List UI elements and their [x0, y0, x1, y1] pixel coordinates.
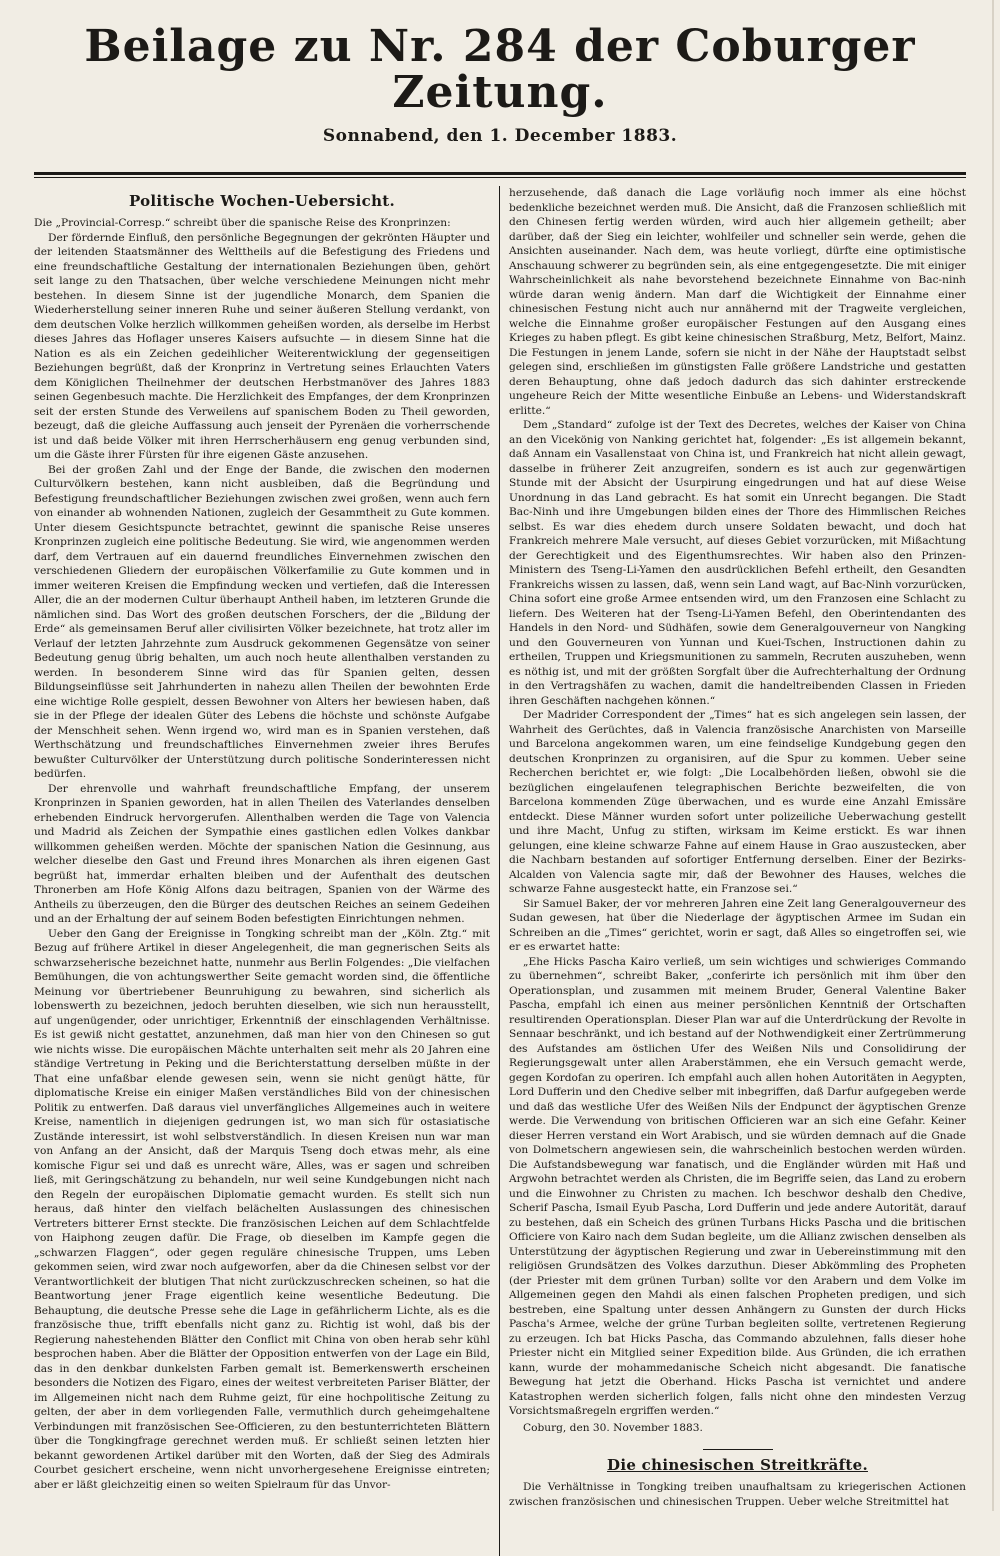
article-paragraph: Sir Samuel Baker, der vor mehreren Jahren eine Zeit lang Generalgouverneur des Sudan gewesen, hat über die Niederlage der ägyptischen Armee im Sudan ein Schreiben an die „Times“ gerichtet, worin er sagt, daß Alles so eingetroffen sei, wie er es erwartet hatte: — [509, 897, 966, 954]
section-divider — [703, 1449, 773, 1450]
section-heading-political-weekly: Politische Wochen-Uebersicht. — [128, 192, 396, 211]
masthead: Beilage zu Nr. 284 der Coburger Zeitung. — [84, 21, 916, 119]
article-paragraph: Die „Provincial-Corresp.“ schreibt über die spanische Reise des Kronprinzen: — [34, 217, 451, 230]
article-paragraph: Dem „Standard“ zufolge ist der Text des Decretes, welches der Kaiser von China an den Vicekönig von Nanking gerichtet hat, folgender: „Es ist allgemein bekannt, daß Annam ein Vasallenstaat von China ist, und Frankreich hat nicht allein gewagt, dasselbe in früherer Zeit anzugreifen, sondern es ist auch zur gegenwärtigen Stunde mit der Absicht der Usurpirung eingedrungen und hat auf diese Weise Unordnung in das Land gebracht. Es hat somit ein Unrecht begangen. Die Stadt Bac-Ninh und ihre Umgebungen bilden eines der Thore des Himmlischen Reiches selbst. Es war dies ehedem durch unsere Soldaten bewacht, und doch hat Frankreich mehrere Male versucht, auf dieses Gebiet vorzurücken, mit Mißachtung der Gerechtigkeit und des Eigenthumsrechtes. Wir haben also den Prinzen-Ministern des Tseng-Li-Yamen den ausdrücklichen Befehl ertheilt, den Gesandten Frankreichs wissen zu lassen, daß, wenn sein Land wagt, auf Bac-Ninh vorzurücken, China sofort eine große Armee entsenden wird, um den Franzosen eine Schlacht zu liefern. Des Weiteren hat der Tseng-Li-Yamen Befehl, den Oberintendanten des Handels in den Nord- und Südhäfen, sowie dem Generalgouverneur von Nangking und den Gouverneuren von Yunnan und Kuei-Tschen, Instructionen dahin zu ertheilen, Truppen und Kriegsmunitionen zu sammeln, Recruten auszuheben, wenn es nöthig ist, und mit der größten Sorgfalt über die Aufrechterhaltung der Ordnung in den Vertragshäfen zu wachen, damit die handeltreibenden Classen in Frieden ihren Geschäften nachgehen können.“ — [509, 419, 966, 707]
dateline: Sonnabend, den 1. December 1883. — [322, 126, 678, 147]
article-paragraph: „Ehe Hicks Pascha Kairo verließ, um sein wichtiges und schwieriges Commando zu übernehmen“, schreibt Baker, „conferirte ich persönlich mit ihm über den Operationsplan, und zusammen mit meinem Bruder, General Valentine Baker Pascha, empfahl ich einen aus meiner persönlichen Kenntniß der Ortschaften resultirenden Operationsplan. Dieser Plan war auf die Unterdrückung der Revolte in Sennaar beschränkt, und ich bestand auf der Nothwendigkeit einer Zertrümmerung des Aufstandes am östlichen Ufer des Weißen Nils und Consolidirung der Regierungsgewalt unter allen Araberstämmen, ehe ein Versuch gemacht werde, gegen Kordofan zu operiren. Ich empfahl auch allen hohen Autoritäten in Aegypten, Lord Dufferin und den Chedive selber mit inbegriffen, daß Darfur aufgegeben werde und daß das westliche Ufer des Weißen Nils der Endpunct der ägyptischen Grenze werde. Die Verwendung von britischen Officieren war an sich eine Gefahr. Keiner dieser Herren verstand ein Wort Arabisch, und sie würden demnach auf die Gnade von Dolmetschern angewiesen sein, die wahrscheinlich bestochen werden würden. Die Aufstandsbewegung war fanatisch, und die Engländer würden mit Haß und Argwohn betrachtet werden als Christen, die im Begriffe seien, das Land zu erobern und die Einwohner zu Christen zu machen. Ich beschwor deshalb den Chedive, Scherif Pascha, Ismail Eyub Pascha, Lord Dufferin und jede andere Autorität, darauf zu bestehen, daß ein Scheich des grünen Turbans Hicks Pascha und die britischen Officiere von Kairo nach dem Sudan begleite, um die Allianz zwischen denselben als Unterstützung der ägyptischen Regierung und zwar in Uebereinstimmung mit den religiösen Grundsätzen des Volkes darzuthun. Dieser Abkömmling des Propheten (der Priester mit dem grünen Turban) sollte vor den Arabern und dem Volke im Allgemeinen gegen den Mahdi als einen falschen Propheten predigen, und sich bestreben, eine Spaltung unter dessen Anhängern zu Gunsten der durch Hicks Pascha's Armee, welche der grüne Turban begleiten sollte, vertretenen Regierung zu erzeugen. Ich bat Hicks Pascha, das Commando abzulehnen, falls dieser hohe Priester nicht ein Mitglied seiner Expedition bilde. Aus Gründen, die ich errathen kann, wurde der mohammedanische Scheich nicht abgesandt. Die fanatische Bewegung hat jetzt die Oberhand. Hicks Pascha ist vernichtet und andere Katastrophen werden sicherlich folgen, falls nicht ohne den mindesten Verzug Vorsichtsmaßregeln ergriffen werden.“ — [509, 955, 966, 1418]
page-edge — [992, 0, 994, 1511]
left-column — [34, 186, 500, 1556]
columns — [34, 186, 966, 1556]
right-column — [500, 186, 966, 1556]
article-paragraph: Der Madrider Correspondent der „Times“ hat es sich angelegen sein lassen, der Wahrheit des Gerüchtes, daß in Valencia französische Anarchisten von Marseille und Barcelona angekommen waren, um eine feindselige Kundgebung gegen den deutschen Kronprinzen zu organisiren, auf die Spur zu kommen. Ueber seine Recherchen berichtet er, wie folgt: „Die Localbehörden ließen, obwohl sie die bezüglichen eingelaufenen telegraphischen Berichte bezweifelten, die von Barcelona kommenden Züge überwachen, und es wurde eine Anzahl Emissäre entdeckt. Diese Männer wurden sofort unter polizeiliche Ueberwachung gestellt und ihre Macht, Unfug zu stiften, wirksam im Keime erstickt. Es war ihnen gelungen, eine kleine schwarze Fahne auf einem Hause in Grao auszustecken, aber die Nachbarn bestanden auf sofortiger Entfernung derselben. Einer der Bezirks-Alcalden von Valencia sagte mir, daß der Bewohner des Hauses, welches die schwarze Fahne ausgesteckt hatte, ein Franzose sei.“ — [509, 709, 966, 896]
article-paragraph: herzusehende, daß danach die Lage vorläufig noch immer als eine höchst bedenkliche bezeichnet werden muß. Die Ansicht, daß die Franzosen schließlich mit den Chinesen fertig werden würden, wird auch hier allgemein getheilt; aber darüber, daß der Sieg ein leichter, wohlfeiler und schneller sein werde, gehen die Ansichten auseinander. Nach dem, was heute vorliegt, dürfte eine optimistische Anschauung schwerer zu begründen sein, als eine entgegengesetzte. Die mit einiger Wahrscheinlichkeit als nahe bevorstehend bezeichnete Einnahme von Bac-ninh würde daran wenig ändern. Man darf die Wichtigkeit der Einnahme einer chinesischen Festung nicht auch nur annähernd mit der Tragweite vergleichen, welche die Einnahme großer europäischer Festungen auf den Ausgang eines Krieges zu haben pflegt. Es gibt keine chinesischen Straßburg, Metz, Belfort, Mainz. Die Festungen in jenem Lande, sofern sie nicht in der Nähe der Hauptstadt selbst gelegen sind, erschließen im günstigsten Falle größere Landstriche und gestatten deren Behauptung, ohne daß jedoch dadurch das sich dahinter erstreckende ungeheure Reich der Mitte wesentliche Einbuße an Lebens- und Widerstandskraft erlitte.“ — [509, 187, 966, 417]
section-heading-chinese-forces: Die chinesischen Streitkräfte. — [607, 1456, 868, 1475]
article-paragraph: Die Verhältnisse in Tongking treiben unaufhaltsam zu kriegerischen Actionen zwischen französischen und chinesischen Truppen. Ueber welche Streitmittel hat — [509, 1481, 966, 1508]
header-rule-thick — [34, 172, 966, 175]
article-paragraph: Der ehrenvolle und wahrhaft freundschaftliche Empfang, der unserem Kronprinzen in Spanien geworden, hat in allen Theilen des Vaterlandes denselben erhebenden Eindruck hervorgerufen. Allenthalben werden die Tage von Valencia und Madrid als Zeichen der Sympathie eines gastlichen edlen Volkes dankbar willkommen geheißen werden. Möchte der spanischen Nation die Gesinnung, aus welcher dieselbe den Gast und Freund ihres Monarchen als ihren eigenen Gast begrüßt hat, immerdar erhalten bleiben und der Aufenthalt des deutschen Thronerben am Hofe König Alfons dazu beitragen, Spanien von der Wärme des Antheils zu überzeugen, den die Bürger des deutschen Reiches an seinem Gedeihen und an der Erhaltung der auf seinem Boden befestigten Einrichtungen nehmen. — [34, 782, 490, 926]
article-paragraph: Der fördernde Einfluß, den persönliche Begegnungen der gekrönten Häupter und der leitenden Staatsmänner des Welttheils auf die Befestigung des Friedens und eine freundschaftliche Gestaltung der internationalen Beziehungen üben, gehört seit lange zu den Thatsachen, über welche verschiedene Meinungen nicht mehr bestehen. In diesem Sinne ist der jugendliche Monarch, dem Spanien die Wiederherstellung seiner inneren Ruhe und seiner äußeren Stellung verdankt, von dem deutschen Volke herzlich willkommen geheißen worden, als derselbe im Herbst dieses Jahres das Hoflager unseres Kaisers aufsuchte — in diesem Sinne hat die Nation es als ein Zeichen gedeihlicher Weiterentwicklung der gegenseitigen Beziehungen begrüßt, daß der Kronprinz in Vertretung seines Erlauchten Vaters dem Königlichen Theilnehmer der deutschen Herbstmanöver des Jahres 1883 seinen Gegenbesuch machte. Die Herzlichkeit des Empfanges, der dem Kronprinzen seit der ersten Stunde des Verweilens auf spanischem Boden zu Theil geworden, bezeugt, daß die gleiche Auffassung auch jenseit der Pyrenäen die vorherrschende ist und daß beide Völker mit ihren Herrscherhäusern eng genug verbunden sind, um die Gäste ihrer Fürsten für ihre eigenen Gäste anzusehen. — [34, 231, 490, 462]
article-paragraph: Ueber den Gang der Ereignisse in Tongking schreibt man der „Köln. Ztg.“ mit Bezug auf frühere Artikel in dieser Angelegenheit, die man gegnerischen Seits als schwarzseherische bezeichnet hatte, nunmehr aus Berlin Folgendes: „Die vielfachen Bemühungen, die von achtungswerther Seite gemacht worden sind, die öffentliche Meinung vor übertriebener Beunruhigung zu bewahren, sind sicherlich als lobenswerth zu bezeichnen, jedoch beruhten dieselben, wie sich nun herausstellt, auf ungenügender, oder unrichtiger, Erkenntniß der einschlagenden Verhältnisse. Es ist gewiß nicht gestattet, anzunehmen, daß man hier von den Chinesen so gut wie nichts wisse. Die europäischen Mächte unterhalten seit mehr als 20 Jahren eine ständige Vertretung in Peking und die Berichterstattung derselben müßte in der That eine unfaßbar elende gewesen sein, wenn sie nicht genügt hätte, für diplomatische Kreise ein einiger Maßen verständliches Bild von der chinesischen Politik zu entwerfen. Daß daraus viel unverfängliches Allgemeines auch in weitere Kreise, namentlich in diejenigen gedrungen ist, wo man sich für ostasiatische Zustände interessirt, ist wohl selbstverständlich. In diesen Kreisen nun war man von Anfang an der Ansicht, daß der Marquis Tseng doch etwas mehr, als eine komische Figur sei und daß es unrecht wäre, Alles, was er sagen und schreiben ließ, mit Geringschätzung zu behandeln, nur weil seine Kundgebungen nicht nach den Regeln der europäischen Diplomatie gemacht wurden. Es stellt sich nun heraus, daß hinter den vielfach belächelten Auslassungen des chinesischen Vertreters bitterer Ernst steckte. Die französischen Leichen auf dem Schlachtfelde von Haiphong zeugen dafür. Die Frage, ob dieselben im Kampfe gegen die „schwarzen Flaggen“, oder gegen reguläre chinesische Truppen, ums Leben gekommen seien, wird zwar noch aufgeworfen, aber da die Chinesen selbst vor der Verantwortlichkeit der blutigen That nicht zurückzuschrecken scheinen, so hat die Beantwortung jener Frage eigentlich keine wesentliche Bedeutung. Die Behauptung, die deutsche Presse sehe die Lage in gefährlicherm Lichte, als es die französische thue, trifft ebenfalls nicht ganz zu. Richtig ist wohl, daß bis der Regierung nahestehenden Blätter den Conflict mit China von oben herab sehr kühl besprochen haben. Aber die Blätter der Opposition entwerfen von der Lage ein Bild, das in den denkbar dunkelsten Farben gemalt ist. Bemerkenswerth erscheinen besonders die Notizen des Figaro, eines der weitest verbreiteten Pariser Blätter, der im Allgemeinen nicht nach dem Ruhme geizt, für eine hochpolitische Zeitung zu gelten, der aber in dem vorliegenden Falle, vermuthlich durch geheimgehaltene Verbindungen mit französischen See-Officieren, zu den bestunterrichteten Blättern über die Tongkingfrage gerechnet werden muß. Er schließt seinen letzten hier bekannt gewordenen Artikel darüber mit den Worten, daß der Sieg des Admirals Courbet gesichert erscheine, wenn nicht unvorhergesehene Ereignisse eintreten; aber er läßt gleichzeitig einen so weiten Spielraum für das Unvor- — [34, 927, 490, 1491]
dateline-signoff: Coburg, den 30. November 1883. — [523, 1421, 703, 1434]
article-paragraph: Bei der großen Zahl und der Enge der Bande, die zwischen den modernen Culturvölkern bestehen, kann nicht ausbleiben, daß die Begründung und Befestigung freundschaftlicher Beziehungen zwischen zwei großen, wenn auch fern von einander ab wohnenden Nationen, zugleich der Gesammtheit zu Gute kommen. Unter diesem Gesichtspuncte betrachtet, gewinnt die spanische Reise unseres Kronprinzen zugleich eine politische Bedeutung. Sie wird, wie angenommen werden darf, dem Vertrauen auf ein dauernd freundliches Einvernehmen zwischen den verschiedenen Gliedern der europäischen Völkerfamilie zu Gute kommen und in immer weiteren Kreisen die Empfindung wecken und vertiefen, daß die Interessen Aller, die an der modernen Cultur überhaupt Antheil haben, im letzteren Grunde die nämlichen sind. Das Wort des großen deutschen Forschers, der die „Bildung der Erde“ als gemeinsamen Beruf aller civilisirten Völker bezeichnete, hat trotz aller im Verlauf der letzten Jahrzehnte zum Ausdruck gekommenen Gegensätze von seiner Bedeutung genug übrig behalten, um auch noch heute allenthalben verstanden zu werden. In besonderem Sinne wird das für Spanien gelten, dessen Bildungseinflüsse seit Jahrhunderten in nahezu allen Theilen der bewohnten Erde eine wichtige Rolle gespielt, dessen Bewohner von Alters her bewiesen haben, daß sie in der Pflege der idealen Güter des Lebens die höchste und schönste Aufgabe der Menschheit sehen. Wenn irgend wo, wird man es in Spanien verstehen, daß Werthschätzung und freundschaftliches Einvernehmen zweier ihres Berufes bewußter Culturvölker der Unterstützung durch politische Sonderinteressen nicht bedürfen. — [34, 463, 490, 781]
header-rule-thin — [34, 177, 966, 178]
